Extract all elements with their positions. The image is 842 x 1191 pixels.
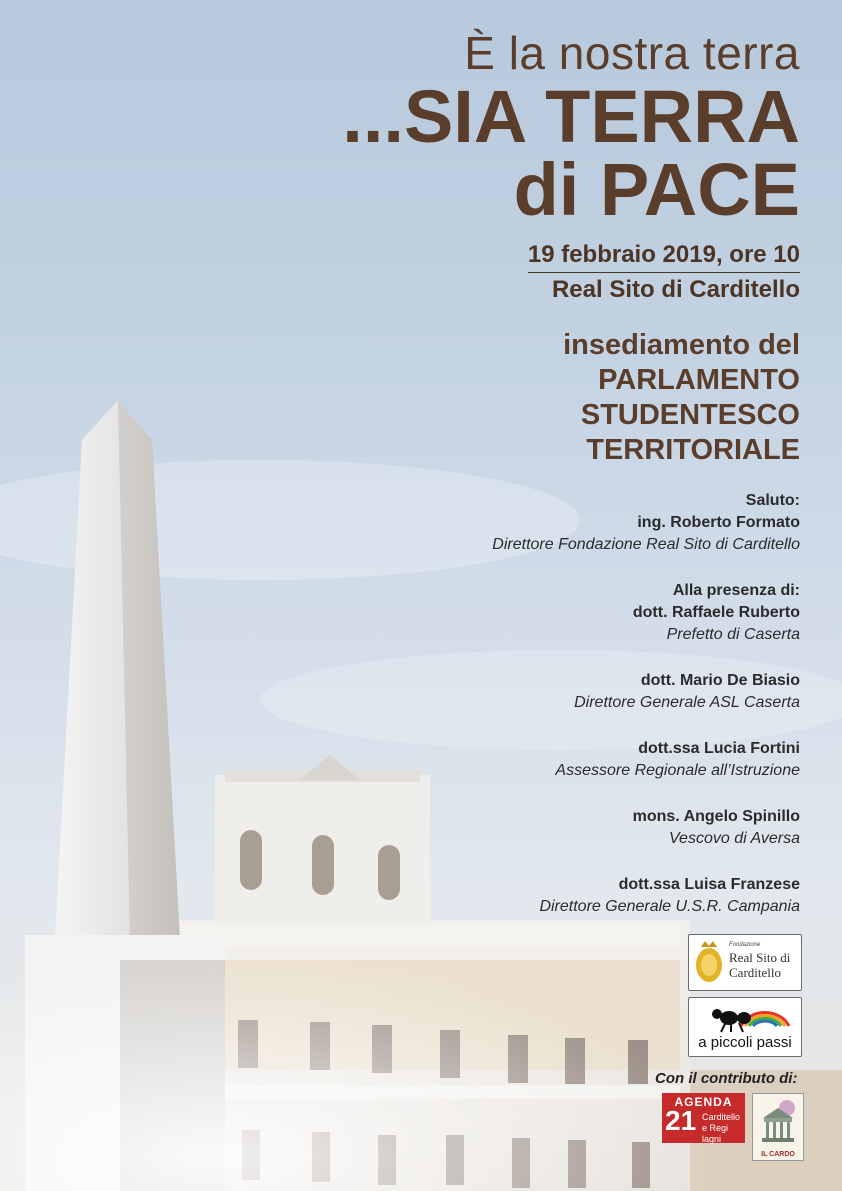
- event-title-line-1: insediamento del: [563, 329, 800, 361]
- speaker-item: [492, 490, 800, 556]
- headline-line-2: ...SIA TERRA: [342, 75, 800, 158]
- event-title-line-3: STUDENTESCO: [580, 399, 800, 431]
- speaker-name: dott.ssa Luisa Franzese: [618, 876, 800, 893]
- contribution-label: Con il contributo di:: [655, 1070, 798, 1087]
- event-title-line-2: PARLAMENTO: [598, 364, 800, 396]
- event-title: [563, 328, 800, 468]
- speaker-item: [492, 580, 800, 646]
- speaker-role: Prefetto di Caserta: [666, 626, 800, 643]
- event-date: 19 febbraio 2019, ore 10: [528, 241, 800, 273]
- agenda-21-logo: [662, 1093, 745, 1143]
- agenda-title: AGENDA: [674, 1095, 733, 1109]
- speaker-name: ing. Roberto Formato: [637, 514, 800, 531]
- agenda-number: 21: [665, 1105, 697, 1136]
- temple-icon: [753, 1096, 803, 1148]
- speaker-item: [492, 874, 800, 918]
- cardo-label: IL CARDO: [761, 1151, 795, 1158]
- headline-line-3: di PACE: [513, 148, 800, 231]
- speaker-role: Assessore Regionale all’Istruzione: [555, 762, 800, 779]
- speaker-role: Direttore Generale ASL Caserta: [574, 694, 800, 711]
- speaker-item: [492, 670, 800, 714]
- fondazione-small-label: Fondazione: [729, 942, 761, 948]
- event-title-line-4: TERRITORIALE: [586, 434, 800, 466]
- headline-line-1: È la nostra terra: [464, 27, 800, 79]
- speaker-role: Vescovo di Aversa: [668, 830, 800, 847]
- piccoli-passi-logo: [688, 997, 802, 1057]
- speaker-item: [492, 806, 800, 850]
- speakers-list: [492, 490, 800, 942]
- speaker-role: Direttore Generale U.S.R. Campania: [539, 898, 800, 915]
- speaker-label: Saluto:: [745, 492, 800, 509]
- ant-rainbow-icon: [689, 1000, 801, 1034]
- piccoli-passi-label: a piccoli passi: [698, 1034, 792, 1051]
- agenda-subtitle: Carditello e Regi lagni: [702, 1112, 741, 1144]
- speaker-name: dott. Raffaele Ruberto: [632, 604, 800, 621]
- event-venue: Real Sito di Carditello: [551, 276, 800, 303]
- speaker-name: dott.ssa Lucia Fortini: [638, 740, 800, 757]
- il-cardo-logo: [752, 1093, 804, 1161]
- fondazione-carditello-logo: [688, 934, 802, 991]
- speaker-name: dott. Mario De Biasio: [640, 672, 800, 689]
- speaker-role: Direttore Fondazione Real Sito di Carditello: [492, 536, 800, 553]
- fondazione-name: Real Sito di Carditello: [729, 950, 791, 980]
- speaker-label: Alla presenza di:: [672, 582, 800, 599]
- speaker-name: mons. Angelo Spinillo: [632, 808, 800, 825]
- speaker-item: [492, 738, 800, 782]
